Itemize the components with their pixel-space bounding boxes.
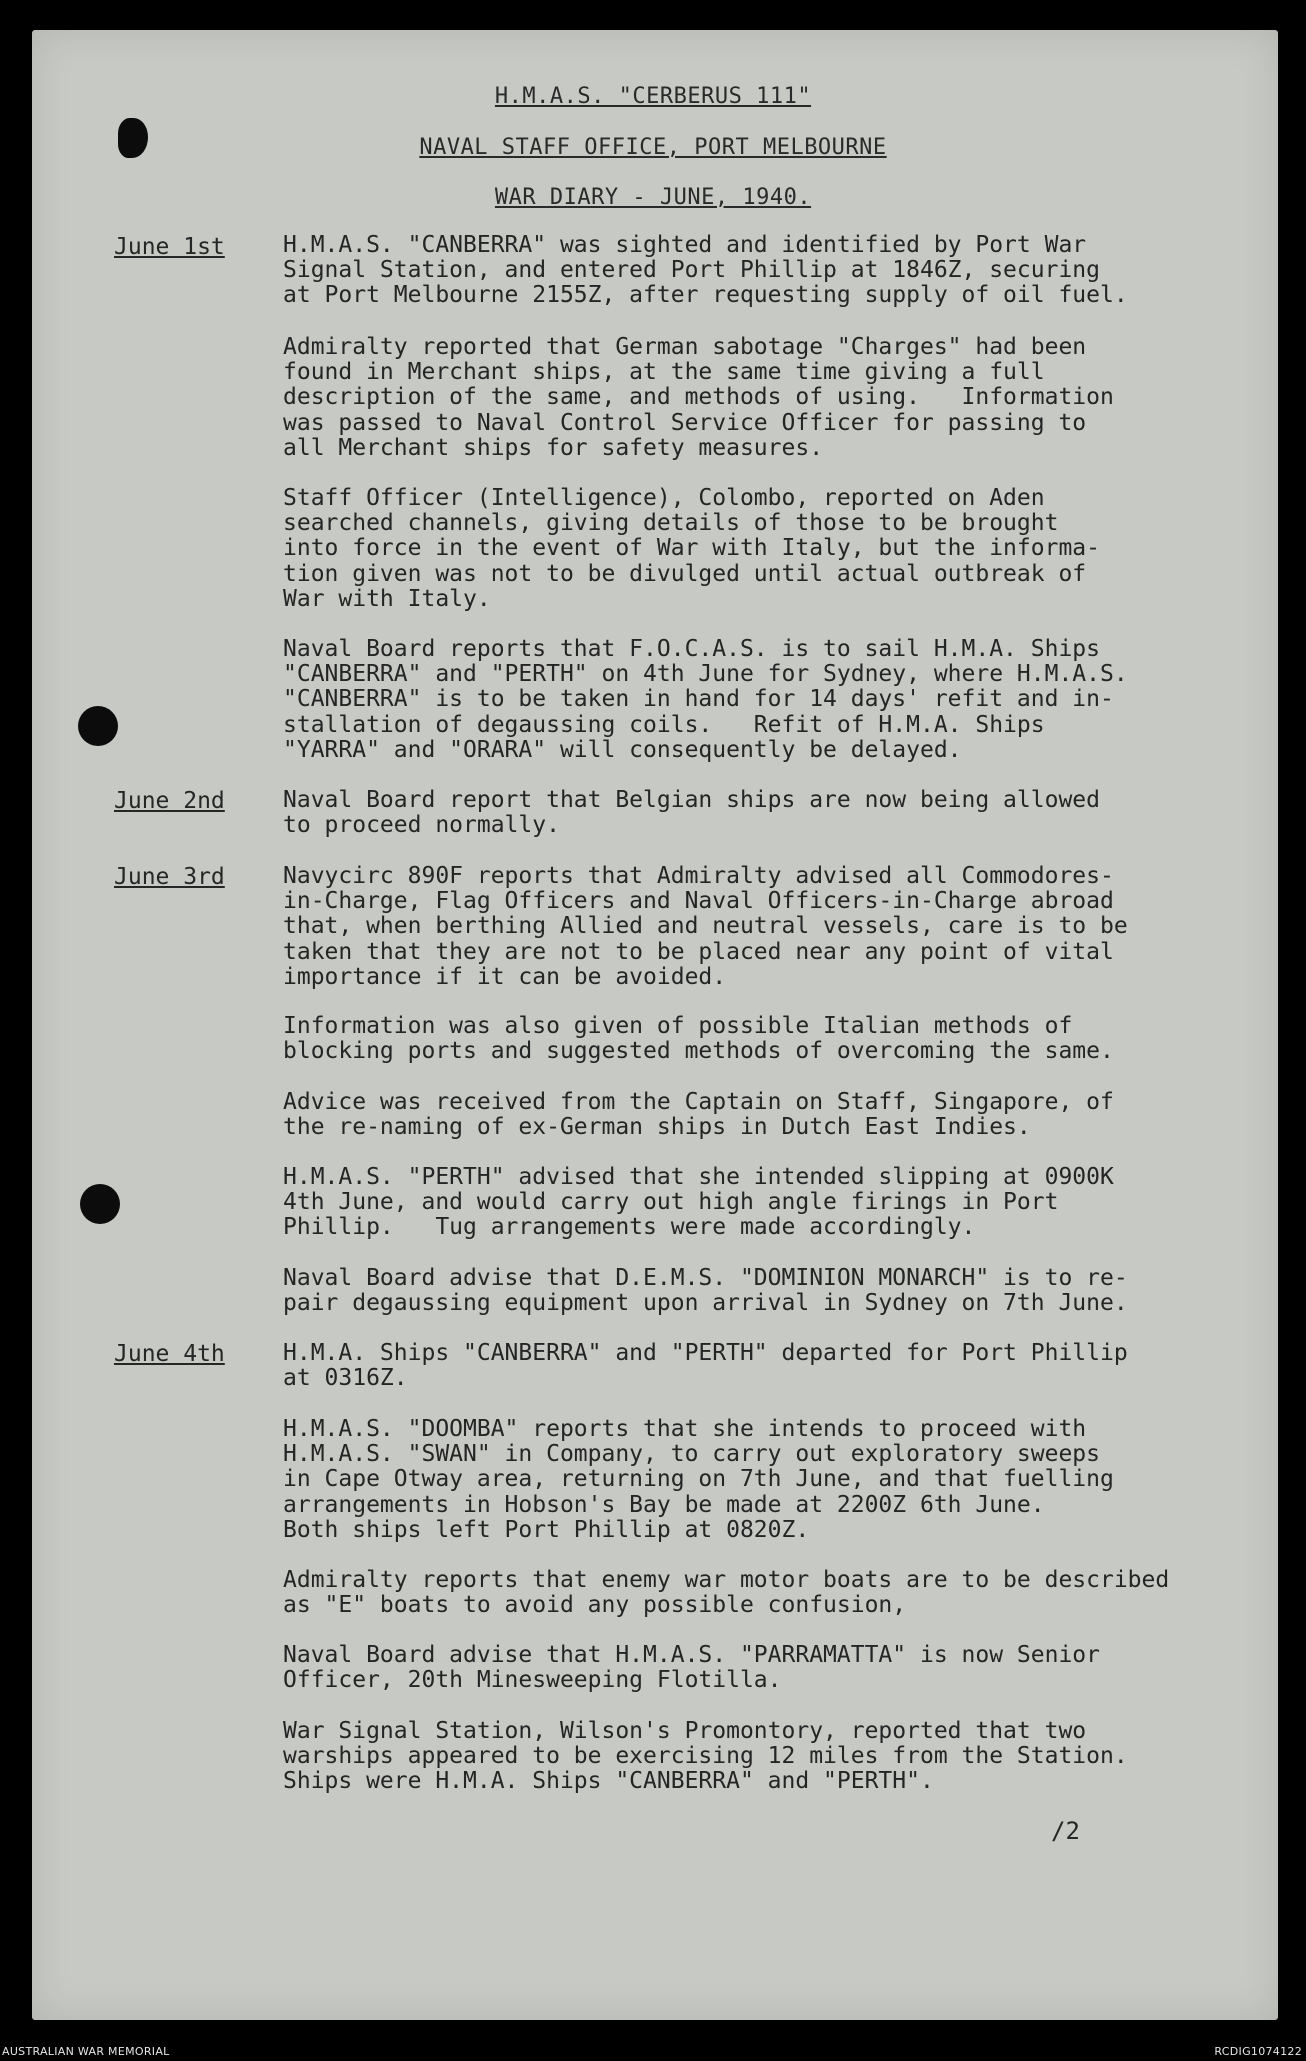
entry-june3-italian: Information was also given of possible Italian methods of blocking ports and suggested methods of overcoming the same. bbox=[283, 1013, 1114, 1065]
header-ship-name: H.M.A.S. "CERBERUS 111" bbox=[494, 84, 812, 109]
entry-june1-canberra: H.M.A.S. "CANBERRA" was sighted and identified by Port War Signal Station, and entered Port Phillip at 1846Z, securing at Port Melbourne 2155Z, after requesting supply of oil fuel. bbox=[283, 232, 1128, 309]
entry-june4-doomba: H.M.A.S. "DOOMBA" reports that she intends to proceed with H.M.A.S. "SWAN" in Company, to carry out exploratory sweeps in Cape Otway area, returning on 7th June, and that fuelling arrangements in Hobson's Bay be made at 2200Z 6th June. Both ships left Port Phillip at 0820Z. bbox=[283, 1416, 1114, 1543]
date-june-2nd: June 2nd bbox=[114, 788, 225, 814]
entry-june3-perth: H.M.A.S. "PERTH" advised that she intended slipping at 0900K 4th June, and would carry out high angle firings in Port Phillip. Tug arrangements were made accordingly. bbox=[283, 1164, 1114, 1241]
entry-june1-aden: Staff Officer (Intelligence), Colombo, reported on Aden searched channels, giving details of those to be brought into force in the event of War with Italy, but the informa- tion given was not to be divulged until actual outbreak of War with Italy. bbox=[283, 485, 1100, 612]
entry-june4-e-boats: Admiralty reports that enemy war motor boats are to be described as "E" boats to avoid any possible confusion, bbox=[283, 1567, 1170, 1619]
date-june-4th: June 4th bbox=[114, 1341, 225, 1367]
page-number: /2 bbox=[1051, 1817, 1080, 1845]
punch-hole-bottom bbox=[80, 1184, 120, 1224]
entry-june3-dominion: Naval Board advise that D.E.M.S. "DOMINION MONARCH" is to re- pair degaussing equipment upon arrival in Sydney on 7th June. bbox=[283, 1265, 1128, 1317]
footer-credit: AUSTRALIAN WAR MEMORIAL bbox=[2, 2045, 170, 2058]
entry-june3-navycirc: Navycirc 890F reports that Admiralty advised all Commodores- in-Charge, Flag Officers and Naval Officers-in-Charge abroad that, when berthing Allied and neutral vessels, care is to be taken that they are not to be placed near any point of vital importance if it can be avoided. bbox=[283, 863, 1128, 990]
entry-june2-belgian: Naval Board report that Belgian ships are now being allowed to proceed normally. bbox=[283, 787, 1100, 839]
punch-hole-top bbox=[78, 706, 118, 746]
entry-june4-wilsons: War Signal Station, Wilson's Promontory, reported that two warships appeared to be exercising 12 miles from the Station. Ships were H.M.A. Ships "CANBERRA" and "PERTH". bbox=[283, 1718, 1128, 1795]
entry-june4-departed: H.M.A. Ships "CANBERRA" and "PERTH" departed for Port Phillip at 0316Z. bbox=[283, 1340, 1128, 1392]
header-war-diary: WAR DIARY - JUNE, 1940. bbox=[494, 185, 812, 210]
entry-june1-sabotage: Admiralty reported that German sabotage "Charges" had been found in Merchant ships, at the same time giving a full description of the same, and methods of using. Information was passed to Naval Control Service Officer for passing to all Merchant ships for safety measures. bbox=[283, 334, 1114, 461]
header-office: NAVAL STAFF OFFICE, PORT MELBOURNE bbox=[419, 135, 887, 160]
footer-record-id: RCDIG1074122 bbox=[1214, 2045, 1302, 2058]
entry-june4-parramatta: Naval Board advise that H.M.A.S. "PARRAMATTA" is now Senior Officer, 20th Minesweeping Flotilla. bbox=[283, 1642, 1100, 1694]
entry-june1-refit: Naval Board reports that F.O.C.A.S. is to sail H.M.A. Ships "CANBERRA" and "PERTH" on 4th June for Sydney, where H.M.A.S. "CANBERRA" is to be taken in hand for 14 days' refit and in- stallation of degaussing coils. Refit of H.M.A. Ships "YARRA" and "ORARA" will consequently be delayed. bbox=[283, 636, 1128, 763]
date-june-3rd: June 3rd bbox=[114, 864, 225, 890]
entry-june3-singapore: Advice was received from the Captain on Staff, Singapore, of the re-naming of ex-German ships in Dutch East Indies. bbox=[283, 1089, 1114, 1141]
date-june-1st: June 1st bbox=[114, 234, 225, 260]
